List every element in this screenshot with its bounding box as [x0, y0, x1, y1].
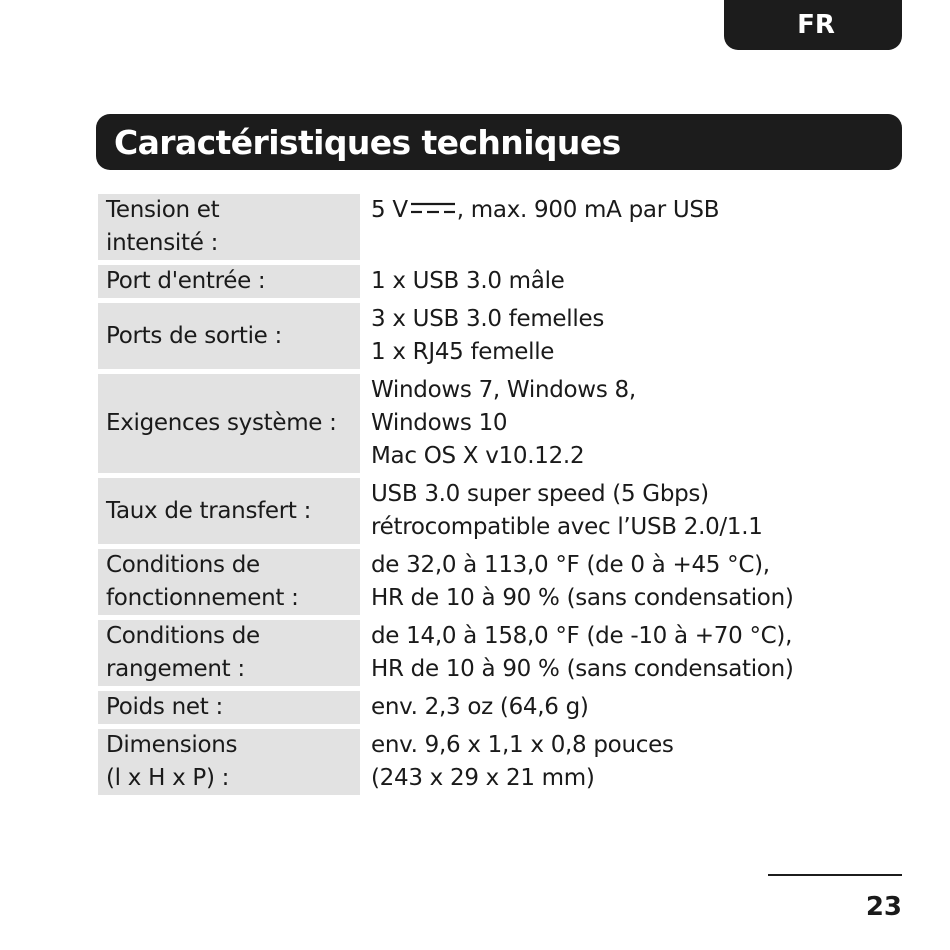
spec-value-line: (243 x 29 x 21 mm): [371, 765, 595, 791]
spec-value-line: env. 2,3 oz (64,6 g): [371, 694, 589, 720]
spec-label-line: Dimensions: [106, 732, 238, 758]
spec-value: [360, 478, 838, 544]
spec-label-line: Poids net :: [106, 694, 223, 720]
spec-label-line: rangement :: [106, 656, 245, 682]
spec-value: [360, 303, 838, 369]
spec-row-storage-conditions: [98, 620, 838, 686]
spec-label: [98, 194, 360, 260]
spec-value-line: HR de 10 à 90 % (sans condensation): [371, 656, 794, 682]
spec-label: [98, 691, 360, 724]
spec-label-line: Tension et: [106, 197, 220, 223]
spec-row-output-ports: [98, 303, 838, 369]
page-number-rule: [768, 874, 902, 876]
section-title: Caractéristiques techniques: [114, 122, 621, 162]
spec-label: [98, 620, 360, 686]
current-value: , max. 900 mA par USB: [456, 197, 720, 223]
spec-label-line: intensité :: [106, 230, 219, 256]
spec-value-line: USB 3.0 super speed (5 Gbps): [371, 481, 709, 507]
spec-value-line: env. 9,6 x 1,1 x 0,8 pouces: [371, 732, 674, 758]
spec-value: [360, 265, 838, 298]
section-title-bar: [96, 114, 902, 170]
spec-value: [360, 691, 838, 724]
voltage-value: 5 V: [371, 197, 408, 223]
spec-label: [98, 729, 360, 795]
spec-label: [98, 303, 360, 369]
spec-label-line: Taux de transfert :: [106, 497, 312, 524]
language-tab-label: FR: [797, 10, 835, 40]
spec-value-line: 1 x USB 3.0 mâle: [371, 268, 565, 294]
spec-label-line: Conditions de: [106, 623, 260, 649]
spec-value-line: Windows 7, Windows 8,: [371, 377, 636, 403]
spec-value-line: de 32,0 à 113,0 °F (de 0 à +45 °C),: [371, 552, 770, 578]
spec-label-line: Exigences système :: [106, 410, 337, 436]
spec-value: [360, 620, 838, 686]
spec-value-line: 3 x USB 3.0 femelles: [371, 306, 604, 332]
spec-value: [360, 729, 838, 795]
spec-row-transfer-rate: [98, 478, 838, 544]
page-number: 23: [865, 892, 902, 922]
spec-label: [98, 549, 360, 615]
spec-value-line: Mac OS X v10.12.2: [371, 443, 585, 469]
spec-row-net-weight: [98, 691, 838, 724]
spec-label-line: fonctionnement :: [106, 585, 299, 611]
spec-row-operating-conditions: [98, 549, 838, 615]
spec-label: [98, 374, 360, 473]
spec-label-line: (l x H x P) :: [106, 765, 230, 791]
direct-current-symbol-icon: [410, 201, 456, 215]
spec-row-system-requirements: [98, 374, 838, 473]
spec-label: [98, 478, 360, 544]
spec-value-line: rétrocompatible avec l’USB 2.0/1.1: [371, 514, 763, 540]
spec-label-line: Ports de sortie :: [106, 322, 282, 349]
spec-row-dimensions: [98, 729, 838, 795]
spec-value: [360, 194, 838, 260]
spec-value-line: [371, 194, 838, 227]
spec-row-input-port: [98, 265, 838, 298]
spec-label-line: Conditions de: [106, 552, 260, 578]
spec-row-voltage: [98, 194, 838, 260]
spec-label: [98, 265, 360, 298]
spec-table: [98, 194, 838, 800]
spec-value: [360, 374, 838, 473]
spec-value-line: 1 x RJ45 femelle: [371, 339, 555, 365]
spec-value-line: de 14,0 à 158,0 °F (de -10 à +70 °C),: [371, 623, 793, 649]
spec-value-line: HR de 10 à 90 % (sans condensation): [371, 585, 794, 611]
language-tab: [724, 0, 902, 50]
spec-value: [360, 549, 838, 615]
spec-label-line: Port d'entrée :: [106, 268, 266, 294]
spec-value-line: Windows 10: [371, 410, 508, 436]
